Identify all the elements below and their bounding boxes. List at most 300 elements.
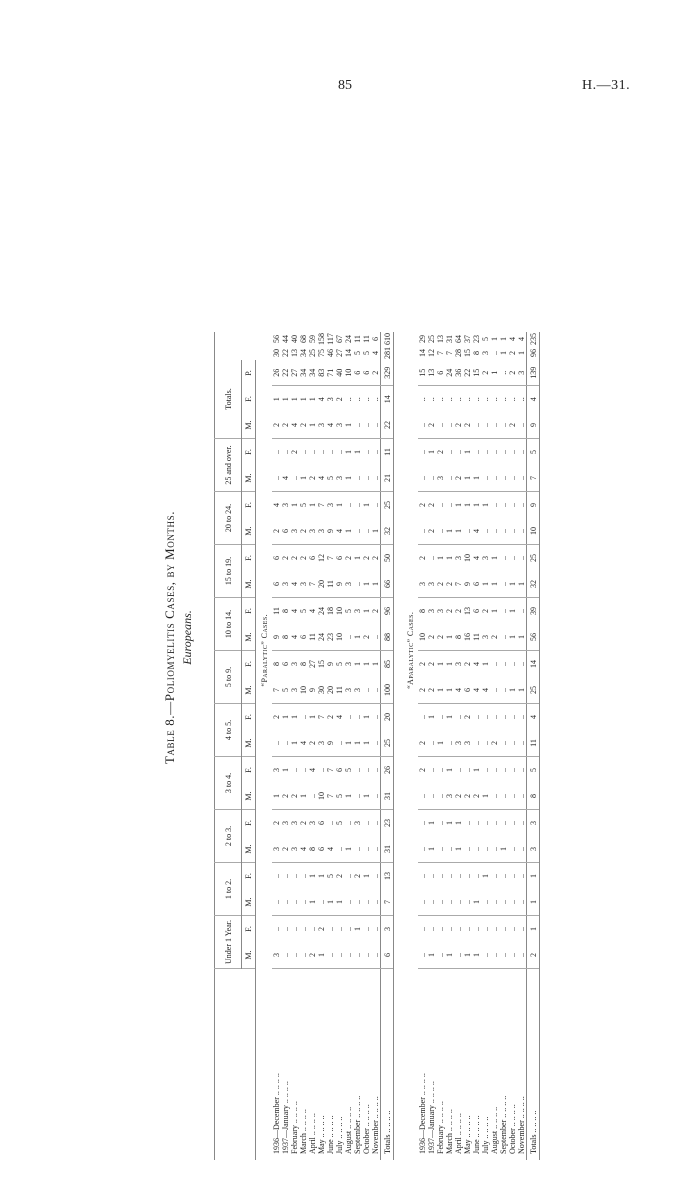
table-cell: 32 [527,571,540,598]
sex-header: M. [242,412,256,439]
table-cell: 7 [436,351,445,355]
table-cell: 1 [472,768,481,772]
table-cell: .. [371,730,381,757]
sex-header: M. [242,677,256,704]
table-cell: .. [517,927,526,931]
table-row [353,332,362,1160]
table-cell: 1 [481,503,490,507]
sex-header: M. [242,518,256,545]
table-cell: .. [508,715,517,719]
table-cell: 7 [317,715,326,719]
table-cell: 4 [527,704,540,731]
table-cell: 32 [381,518,394,545]
table-cell: .. [272,927,281,931]
table-cell: 16 [463,624,472,651]
month-label: 1937—January .. .. .. .. [427,1081,436,1154]
table-cell: .. [517,662,526,666]
table-cell: 7 [454,571,463,598]
table-row [326,332,335,1160]
table-row [281,332,290,1160]
table-row [317,332,326,1160]
table-cell: 4 [527,386,540,412]
table-cell: .. [517,412,527,439]
table-cell: .. [427,730,436,757]
table-cell: 4 [308,609,317,613]
table-cell: 2 [445,609,454,613]
table-cell: 2 [317,927,326,931]
table-cell: 15 [463,349,472,357]
table-cell: 34 [308,360,317,386]
table-cell: 4 [472,662,481,666]
table-cell: .. [508,397,517,402]
table-cell: .. [499,715,508,719]
table-cell: .. [308,927,317,931]
table-cell: 1 [344,465,353,492]
table-cell: 11 [272,607,281,615]
table-cell: 11 [353,335,362,343]
month-label: June .. .. .. .. [472,1115,481,1154]
table-cell: 5 [299,503,308,507]
table-cell: .. [508,465,517,492]
table-cell: .. [436,942,445,969]
table-cell: .. [481,465,490,492]
table-cell: .. [481,836,490,863]
table-cell: .. [508,662,517,666]
table-cell: .. [362,397,371,402]
month-label: April .. .. .. .. [454,1113,463,1154]
table-cell: .. [335,927,344,931]
table-row [299,332,308,1160]
table-cell: .. [371,450,380,454]
table-cell: 2 [344,556,353,560]
table-cell: 4 [508,337,517,341]
table-cell: 3 [353,609,362,613]
table-cell: .. [508,821,517,825]
table-cell: 4 [472,677,481,704]
table-cell: .. [499,662,508,666]
table-cell: 30 [317,677,326,704]
table-cell: .. [472,821,481,825]
table-cell: .. [454,715,463,719]
table-cell: 9 [335,571,344,598]
table-row [371,332,381,1160]
table-cell: .. [362,927,371,931]
table-cell: 7 [445,351,454,355]
table-cell: 6 [371,337,380,341]
table-cell: .. [427,927,436,931]
table-cell: 1 [353,730,362,757]
table-cell: .. [299,927,308,931]
table-cell: 13 [463,607,472,615]
table-cell: 1 [436,730,445,757]
table-cell: 1 [508,571,517,598]
table-cell: 1 [326,889,335,916]
table-cell: 3 [353,821,362,825]
table-cell: 3 [299,571,308,598]
table-cell: 4 [326,836,335,863]
table-cell: 5 [326,874,335,878]
table-row [508,332,517,1160]
table-cell: 4 [454,677,463,704]
table-cell: 2 [335,874,344,878]
table-cell: 96 [381,598,394,625]
table-cell: 1 [472,889,481,916]
table-cell: 3 [326,503,335,507]
table-cell: 1 [454,518,463,545]
table-cell: 2 [281,412,290,439]
table-cell: 10 [463,554,472,562]
table-cell: .. [499,821,508,825]
table-cell: 8 [418,609,427,613]
table-cell: .. [335,730,344,757]
table-cell: .. [463,874,472,878]
table-cell: .. [427,556,436,560]
table-cell: 10 [418,624,427,651]
table-cell: 1 [427,836,436,863]
table-cell: .. [371,768,380,772]
section-blank [402,969,418,1161]
table-cell: 6 [272,556,281,560]
table-cell: 4 [317,397,326,402]
table-cell: 2 [490,730,499,757]
table-cell: .. [463,836,472,863]
table-cell: 2 [272,518,281,545]
table-cell: 7 [381,889,394,916]
table-cell: 1 [472,503,481,507]
table-cell: .. [418,783,427,810]
table-cell: 22 [463,360,472,386]
month-label: October .. .. .. .. [362,1104,371,1154]
table-cell: .. [481,927,490,931]
table-cell: 1 [481,874,490,878]
table-cell: 12 [427,349,436,357]
table-cell: .. [499,450,508,454]
table-cell: 3 [335,465,344,492]
table-cell: .. [418,412,427,439]
table-cell: 85 [381,651,394,678]
table-cell: 1 [281,768,290,772]
table-cell: 26 [272,360,281,386]
table-cell: .. [427,465,436,492]
month-label: Totals .. .. .. .. [381,969,394,1161]
table-cell: 2 [371,556,380,560]
table-cell: 25 [308,349,317,357]
table-cell: .. [418,836,427,863]
table-cell: 6 [272,571,281,598]
table-cell: 5 [353,351,362,355]
table-cell: .. [371,874,380,878]
table-cell: 1 [308,889,317,916]
table-cell: 2 [463,662,472,666]
table-cell: .. [344,624,353,651]
table-cell: 1 [445,768,454,772]
table-cell: .. [290,465,299,492]
table-cell: 4 [326,412,335,439]
table-cell: 1 [272,783,281,810]
table-cell: 2 [281,556,290,560]
table-row [481,332,490,1160]
table-cell: 2 [362,624,371,651]
table-cell: 30 [272,349,281,357]
table-title: Table 8.—Poliomyelitis Cases, by Months. [162,510,177,765]
table-cell: 1 [445,821,454,825]
table-cell: 37 [463,335,472,343]
table-cell: 1 [290,715,299,719]
month-label: March .. .. .. .. [445,1109,454,1154]
table-cell: .. [362,518,371,545]
table-cell: 1 [344,450,353,454]
table-cell: 3 [290,836,299,863]
table-cell: .. [290,889,299,916]
table-cell: 281 [382,347,392,359]
table-cell: .. [308,450,317,454]
table-cell: 3 [326,397,335,402]
age-group-header: 10 to 14. [215,598,242,651]
table-cell: 9 [326,662,335,666]
table-cell: 2 [418,503,427,507]
table-cell: .. [490,677,499,704]
table-cell: .. [344,942,353,969]
table-cell: .. [353,768,362,772]
table-cell: 1 [517,624,527,651]
table-cell: .. [371,677,381,704]
table-cell: 1 [308,397,317,402]
table-cell: 25 [527,545,540,572]
table-cell: .. [445,874,454,878]
table-cell: 235 [528,333,538,345]
table-cell: .. [344,889,353,916]
table-cell: 3 [290,518,299,545]
table-cell: 1 [308,412,317,439]
table-cell: 6 [299,624,308,651]
table-cell: .. [490,465,499,492]
table-cell: 40 [335,360,344,386]
table-cell: 1 [445,942,454,969]
table-row [308,332,317,1160]
table-cell: 1 [499,836,508,863]
table-cell: 2 [427,503,436,507]
sex-header: M. [242,730,256,757]
table-cell: 2 [454,609,463,613]
month-label: September .. .. .. .. [499,1095,508,1154]
table-cell: 6 [381,942,394,969]
table-cell: .. [481,412,490,439]
month-label: November .. .. .. .. [517,1096,526,1154]
table-cell: 3 [335,412,344,439]
table-cell: .. [490,836,499,863]
table-row [463,332,472,1160]
table-cell: .. [371,889,381,916]
month-label: November .. .. .. .. [371,1096,380,1154]
table-cell: 1 [517,571,527,598]
table-cell: 39 [527,598,540,625]
table-cell: 13 [290,349,299,357]
table-cell: .. [499,942,508,969]
sex-header: F. [242,916,256,943]
table-cell: 8 [281,609,290,613]
table-cell: 59 [308,335,317,343]
table-cell: 1 [308,715,317,719]
table-cell: .. [308,783,317,810]
table-cell: 2 [490,624,499,651]
table-cell: .. [490,412,499,439]
table-cell: .. [436,821,445,825]
table-cell: 11 [527,730,540,757]
table-cell: 2 [299,556,308,560]
table-cell: .. [508,768,517,772]
table-cell: .. [344,821,353,825]
table-cell: .. [427,874,436,878]
table-row [436,332,445,1160]
table-cell: 11 [335,677,344,704]
table-cell: 4 [317,465,326,492]
table-cell: 3 [281,821,290,825]
table-cell: 3 [481,351,490,355]
table-cell: 2 [326,715,335,719]
table-cell: 1 [344,783,353,810]
table-cell: 1 [317,874,326,878]
table-cell: .. [454,889,463,916]
month-label: February .. .. .. .. [436,1101,445,1154]
age-group-header: 1 to 2. [215,863,242,916]
table-cell: 3 [281,503,290,507]
table-cell: 3 [427,571,436,598]
table-cell: 2 [308,465,317,492]
sex-header: F. [242,492,256,519]
table-cell: 1 [362,783,371,810]
table-cell: 1 [290,397,299,402]
table-cell: 9 [308,677,317,704]
table-cell: 1 [527,863,540,890]
table-cell: 5 [326,465,335,492]
age-group-header: Under 1 Year. [215,916,242,969]
table-body [256,332,540,1160]
table-cell: .. [508,503,517,507]
table-cell: 4 [299,730,308,757]
table-cell: 2 [308,942,317,969]
table-cell: .. [463,889,472,916]
table-cell: 27 [335,349,344,357]
table-cell: 2 [508,412,517,439]
table-cell: .. [517,609,526,613]
table-cell: 11 [326,571,335,598]
table-cell: .. [335,450,344,454]
table-cell: 4 [281,465,290,492]
table-cell: .. [362,768,371,772]
table-cell: .. [326,942,335,969]
table-cell: 1 [362,874,371,878]
table-cell: 3 [308,518,317,545]
table-cell: .. [353,465,362,492]
table-cell: 2 [436,624,445,651]
table-cell: 2 [427,662,436,666]
age-group-header: Totals. [215,360,242,439]
table-cell: .. [272,730,281,757]
table-cell: .. [490,927,499,931]
table-cell: .. [508,556,517,560]
age-group-header: 15 to 19. [215,545,242,598]
table-cell: .. [499,571,508,598]
month-label: October .. .. .. .. [508,1104,517,1154]
table-cell: 23 [472,335,481,343]
table-cell: .. [499,556,508,560]
table-cell: 1 [344,730,353,757]
table-cell: 66 [381,571,394,598]
table-cell: .. [490,662,499,666]
table-cell: 8 [472,351,481,355]
table-cell: 10 [527,518,540,545]
table-row [272,332,281,1160]
table-cell: 2 [436,450,445,454]
table-cell: 14 [381,386,394,412]
table-cell: .. [517,783,527,810]
sex-header: M. [242,889,256,916]
table-cell: 1 [517,351,526,355]
table-cell: 2 [371,360,381,386]
section-title: “Paralytic” Cases. [259,614,269,687]
table-cell: .. [353,715,362,719]
table-header [215,332,256,1160]
table-cell: .. [418,715,427,719]
table-cell: 6 [472,571,481,598]
table-cell: .. [472,450,481,454]
table-cell: 21 [381,465,394,492]
table-cell: .. [517,465,527,492]
table-cell: .. [499,465,508,492]
sex-header: P. [242,360,256,386]
table-cell: .. [517,821,526,825]
table-cell: 2 [281,783,290,810]
table-subtitle: Europeans. [180,610,194,665]
table-cell: .. [490,518,499,545]
table-cell: .. [499,360,508,386]
table-cell: .. [472,715,481,719]
table-cell: 1 [344,412,353,439]
table-cell: 3 [344,571,353,598]
table-cell: .. [418,821,427,825]
table-cell: .. [371,715,380,719]
table-cell: 2 [463,715,472,719]
table-cell: .. [281,450,290,454]
table-cell: 1 [299,465,308,492]
table-cell: 1 [344,518,353,545]
table-cell: 10 [317,783,326,810]
table-cell: .. [472,730,481,757]
table-cell: 8 [527,783,540,810]
table-cell: 34 [299,349,308,357]
table-cell: 2 [463,412,472,439]
table-cell: .. [436,783,445,810]
table-cell: 3 [317,730,326,757]
table-cell: .. [454,768,463,772]
table-cell: 2 [335,397,344,402]
table-cell: .. [362,942,371,969]
table-cell: 20 [326,677,335,704]
table-cell: .. [490,503,499,507]
table-cell: 100 [381,677,394,704]
table-cell: 1 [427,942,436,969]
table-cell: 40 [290,335,299,343]
table-cell: .. [290,768,299,772]
table-cell: 2 [290,783,299,810]
page-header [0,0,700,100]
table-cell: 31 [445,335,454,343]
table-cell: 1 [427,715,436,719]
table-cell: 3 [281,571,290,598]
table-cell: 1 [335,503,344,507]
table-cell: 9 [463,571,472,598]
month-label: August .. .. .. .. [344,1106,353,1154]
